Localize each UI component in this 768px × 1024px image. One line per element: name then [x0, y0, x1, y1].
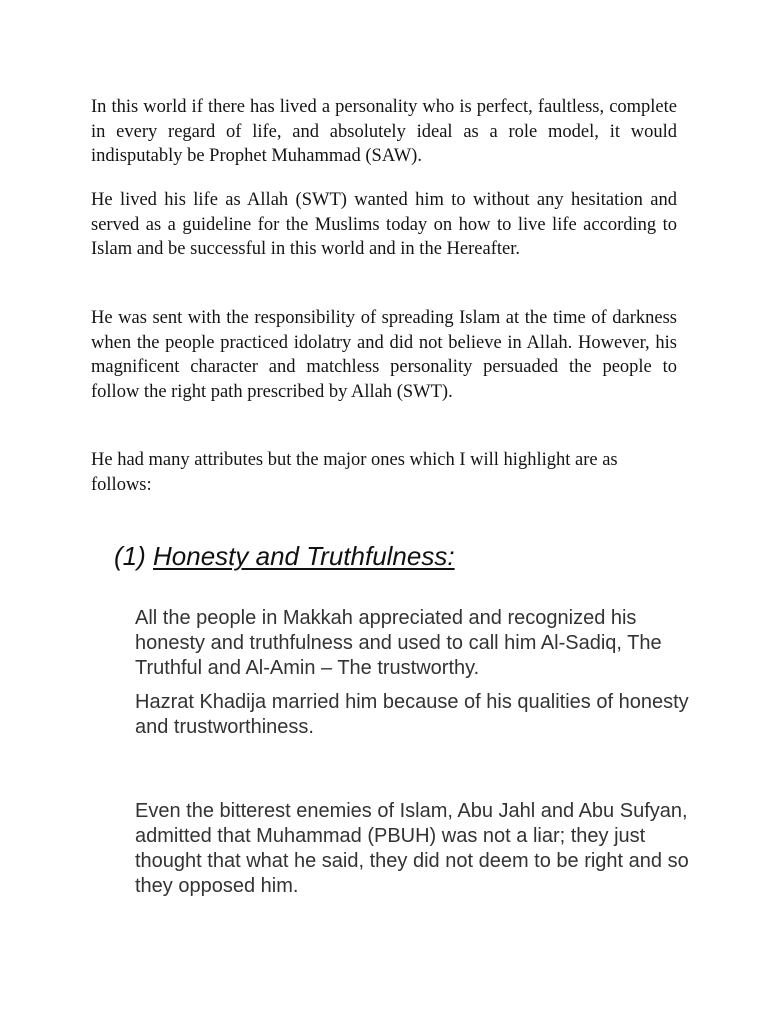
section-paragraph-1: All the people in Makkah appreciated and recognized his honesty and truthfulness and used to call him Al-Sadiq, The Truthful and Al-Amin – The trustworthy. — [135, 607, 662, 679]
intro-paragraph-2: He lived his life as Allah (SWT) wanted him to without any hesitation and served as a guideline for the Muslims today on how to live life according to Islam and be successful in this world and in the Hereafter. — [91, 190, 677, 259]
section-paragraph-2: Hazrat Khadija married him because of his qualities of honesty and trustworthiness. — [135, 691, 689, 738]
section-number: (1) — [114, 541, 146, 571]
intro-paragraph-4: He had many attributes but the major ones which I will highlight are as follows: — [91, 450, 618, 495]
section-paragraph-3: Even the bitterest enemies of Islam, Abu Jahl and Abu Sufyan, admitted that Muhammad (PBUH) was not a liar; they just thought that what he said, they did not deem to be right and so they opposed him. — [135, 800, 689, 897]
intro-paragraph-3: He was sent with the responsibility of spreading Islam at the time of darkness when the people practiced idolatry and did not believe in Allah. However, his magnificent character and matchless personality persuaded the people to follow the right path prescribed by Allah (SWT). — [91, 308, 677, 402]
intro-paragraph-1: In this world if there has lived a personality who is perfect, faultless, complete in every regard of life, and absolutely ideal as a role model, it would indisputably be Prophet Muhammad (SAW). — [91, 97, 677, 166]
section-heading — [114, 540, 455, 572]
section-title: Honesty and Truthfulness: — [153, 541, 455, 571]
